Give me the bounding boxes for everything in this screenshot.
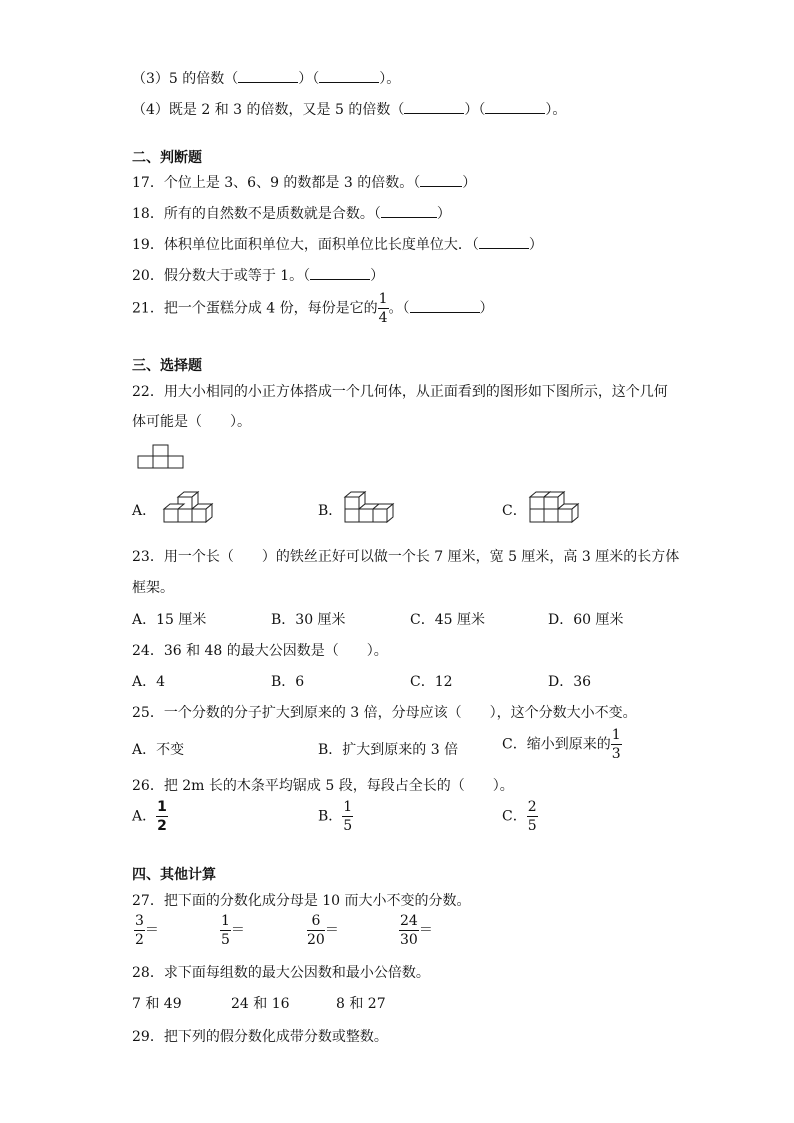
question-21: 21．把一个蛋糕分成 4 份，每份是它的 $\frac{1}{4}$ 。（ ） — [132, 291, 494, 326]
option-a[interactable]: A．不变 — [132, 742, 185, 758]
number-group: 7 和 49 — [132, 996, 182, 1012]
option-c[interactable]: C．45 厘米 — [410, 612, 485, 628]
option-a[interactable]: A． $\frac{1}{2}$ — [132, 799, 167, 834]
q16-part3: （3）5 的倍数（ ）（ ）。 — [132, 71, 401, 87]
option-b[interactable]: B．6 — [271, 674, 305, 690]
question-28: 28．求下面每组数的最大公因数和最小公倍数。 — [132, 965, 430, 981]
question-20: 20．假分数大于或等于 1。（ ） — [132, 268, 385, 284]
fraction-item: $\frac{6}{20}$ ＝ — [307, 913, 339, 948]
option-a[interactable]: A．15 厘米 — [132, 612, 207, 628]
fraction: $\frac{1}{4}$ — [378, 291, 388, 326]
number-group: 8 和 27 — [336, 996, 386, 1012]
section-title: 二、判断题 — [132, 150, 202, 166]
question-18: 18．所有的自然数不是质数就是合数。（ ） — [132, 206, 451, 222]
question-26: 26．把 2m 长的木条平均锯成 5 段，每段占全长的（ ）。 — [132, 778, 514, 794]
section-title: 三、选择题 — [132, 358, 202, 374]
question-19: 19．体积单位比面积单位大，面积单位比长度单位大．（ ） — [132, 237, 543, 253]
option-d[interactable]: D．60 厘米 — [548, 612, 624, 628]
question-22-line2: 体可能是（ ）。 — [132, 414, 251, 430]
answer-blank[interactable] — [485, 101, 545, 114]
answer-blank[interactable] — [310, 267, 370, 280]
option-b[interactable]: B．30 厘米 — [271, 612, 346, 628]
option-a[interactable]: A．4 — [132, 674, 166, 690]
fraction-item: $\frac{1}{5}$ ＝ — [221, 913, 245, 948]
front-view-figure — [138, 444, 184, 470]
option-d[interactable]: D．36 — [548, 674, 592, 690]
fraction: $\frac{1}{2}$ — [157, 799, 167, 834]
fraction: $\frac{1}{3}$ — [611, 727, 621, 762]
fraction: $\frac{1}{5}$ — [343, 799, 353, 834]
answer-blank[interactable] — [319, 70, 379, 83]
cube-figure-c[interactable] — [528, 491, 584, 525]
option-b[interactable]: B． $\frac{1}{5}$ — [318, 799, 353, 834]
answer-blank[interactable] — [420, 174, 462, 187]
option-a-label[interactable]: A． — [132, 503, 157, 519]
option-c[interactable]: C．缩小到原来的 $\frac{1}{3}$ — [502, 727, 621, 762]
answer-blank[interactable] — [404, 101, 464, 114]
fraction: $\frac{6}{20}$ — [307, 913, 325, 948]
question-23-line2: 框架。 — [132, 580, 174, 596]
cube-figure-b[interactable] — [343, 491, 397, 525]
option-c-label[interactable]: C． — [502, 503, 527, 519]
section-title: 四、其他计算 — [132, 867, 216, 883]
cube-figure-a[interactable] — [160, 491, 214, 525]
fraction-item: $\frac{24}{30}$ ＝ — [400, 913, 433, 948]
question-24: 24．36 和 48 的最大公因数是（ ）。 — [132, 643, 388, 659]
fraction-item: $\frac{3}{2}$ ＝ — [135, 913, 159, 948]
option-b[interactable]: B．扩大到原来的 3 倍 — [318, 742, 459, 758]
q16-part4: （4）既是 2 和 3 的倍数，又是 5 的倍数（ ）（ ）。 — [132, 102, 567, 118]
option-c[interactable]: C． $\frac{2}{5}$ — [502, 799, 537, 834]
option-b-label[interactable]: B． — [318, 503, 343, 519]
question-17: 17．个位上是 3、6、9 的数都是 3 的倍数。（ ） — [132, 175, 477, 191]
answer-blank[interactable] — [381, 205, 437, 218]
question-29: 29．把下列的假分数化成带分数或整数。 — [132, 1029, 388, 1045]
answer-blank[interactable] — [479, 236, 529, 249]
fraction: $\frac{2}{5}$ — [527, 799, 537, 834]
fraction: $\frac{24}{30}$ — [400, 913, 418, 948]
answer-blank[interactable] — [410, 300, 480, 313]
question-23-line1: 23．用一个长（ ）的铁丝正好可以做一个长 7 厘米，宽 5 厘米，高 3 厘米的长方体 — [132, 549, 680, 565]
answer-blank[interactable] — [238, 70, 298, 83]
fraction: $\frac{1}{5}$ — [221, 913, 230, 948]
number-group: 24 和 16 — [231, 996, 290, 1012]
question-25: 25．一个分数的分子扩大到原来的 3 倍，分母应该（ ），这个分数大小不变。 — [132, 705, 637, 721]
option-c[interactable]: C．12 — [410, 674, 453, 690]
question-27: 27．把下面的分数化成分母是 10 而大小不变的分数。 — [132, 893, 471, 909]
question-22-line1: 22．用大小相同的小正方体搭成一个几何体，从正面看到的图形如下图所示，这个几何 — [132, 384, 668, 400]
fraction: $\frac{3}{2}$ — [135, 913, 144, 948]
